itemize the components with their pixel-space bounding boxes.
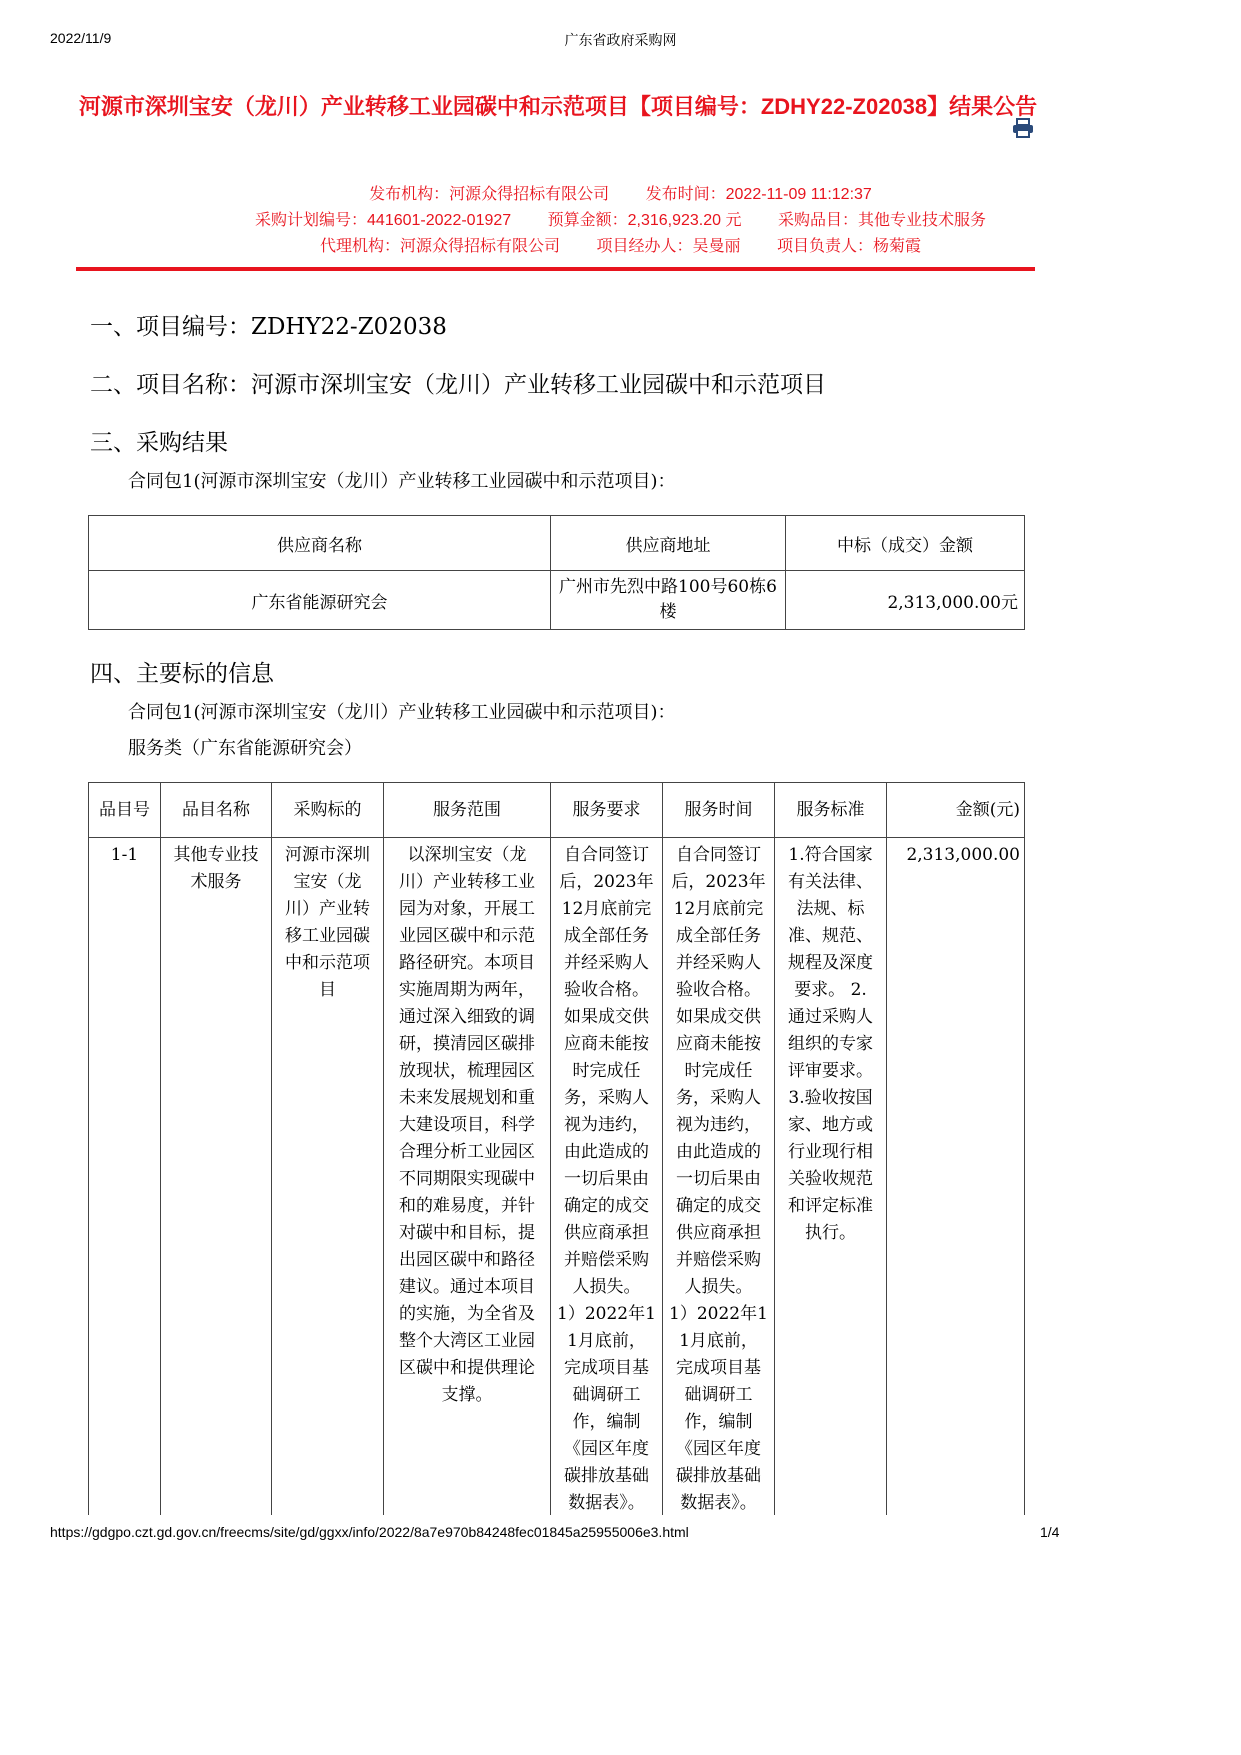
item-amount: 2,313,000.00: [887, 838, 1025, 1518]
meta-row-3: [0, 233, 1241, 256]
page-number: 1/4: [1040, 1524, 1060, 1540]
table-header-row: [89, 783, 1025, 838]
header-supplier: 供应商名称: [89, 516, 551, 571]
manager: 项目负责人：杨菊霞: [776, 238, 921, 255]
supplier-name: 广东省能源研究会: [89, 571, 551, 630]
print-icon[interactable]: [1012, 118, 1034, 138]
item-standard: 1.符合国家 有关法律、 法规、标 准、规范、 规程及深度 要求。 2. 通过采购人 组织的专家 评审要求。 3.验收按国 家、地方或 行业现行相 关验收规范 和评定标准 执行。: [775, 838, 887, 1518]
result-table: [88, 515, 1025, 630]
print-url: https://gdgpo.czt.gd.gov.cn/freecms/site/gd/ggxx/info/2022/8a7e970b84248fec01845a25955006e3.html: [50, 1524, 689, 1540]
publisher: 发布机构：河源众得招标有限公司: [369, 186, 610, 203]
table-header-row: [89, 516, 1025, 571]
header-amount: 金额(元): [887, 783, 1025, 838]
header-item-name: 品目名称: [161, 783, 272, 838]
category: 采购品目：其他专业技术服务: [777, 212, 986, 229]
plan-number: 采购计划编号：441601-2022-01927: [255, 212, 512, 229]
header-item-no: 品目号: [89, 783, 161, 838]
page-title: 河源市深圳宝安（龙川）产业转移工业园碳中和示范项目【项目编号：ZDHY22-Z02038】结果公告: [78, 94, 1038, 119]
items-type: 服务类（广东省能源研究会）: [128, 738, 362, 759]
header-amount: 中标（成交）金额: [786, 516, 1025, 571]
publish-time: 发布时间：2022-11-09 11:12:37: [645, 186, 872, 203]
item-no: 1-1: [89, 838, 161, 1518]
supplier-address: 广州市先烈中路100号60栋6 楼: [551, 571, 786, 630]
items-table: [88, 782, 1025, 1518]
budget: 预算金额：2,316,923.20 元: [547, 212, 742, 229]
item-scope: 以深圳宝安（龙 川）产业转移工业 园为对象，开展工 业园区碳中和示范 路径研究。本项目 实施周期为两年， 通过深入细致的调 研，摸清园区碳排 放现状，梳理园区 未来发展规划和重 大建设项目，科学 合理分析工业园区 不同期限实现碳中 和的难易度，并针 对碳中和目标，提 出园区碳中和路径 建议。通过本项目 的实施，为全省及 整个大湾区工业园 区碳中和提供理论 支撑。: [384, 838, 551, 1518]
header-requirement: 服务要求: [551, 783, 663, 838]
table-row: [89, 838, 1025, 1518]
page-bottom-mask: [0, 1515, 1241, 1755]
header-time: 服务时间: [663, 783, 775, 838]
items-package: 合同包1(河源市深圳宝安（龙川）产业转移工业园碳中和示范项目)：: [128, 702, 676, 723]
section-main-items: 四、主要标的信息: [90, 661, 274, 687]
item-requirement: 自合同签订 后，2023年 12月底前完 成全部任务 并经采购人 验收合格。 如果成交供 应商未能按 时完成任 务，采购人 视为违约， 由此造成的 一切后果由 确定的成交 供应商承担 并赔偿采购 人损失。 1）2022年1 1月底前， 完成项目基 础调研工 作，编制 《园区年度 碳排放基础 数据表》。: [551, 838, 663, 1518]
meta-row-2: [0, 207, 1241, 230]
print-date: 2022/11/9: [50, 30, 112, 46]
table-row: [89, 571, 1025, 630]
divider: [76, 267, 1035, 271]
print-site-name: 广东省政府采购网: [564, 32, 677, 48]
section-project-name: 二、项目名称：河源市深圳宝安（龙川）产业转移工业园碳中和示范项目: [90, 372, 826, 398]
section-project-number: 一、项目编号：ZDHY22-Z02038: [90, 314, 447, 340]
header-scope: 服务范围: [384, 783, 551, 838]
item-name: 其他专业技 术服务: [161, 838, 272, 1518]
agency: 代理机构：河源众得招标有限公司: [320, 238, 561, 255]
header-target: 采购标的: [272, 783, 384, 838]
header-address: 供应商地址: [551, 516, 786, 571]
header-standard: 服务标准: [775, 783, 887, 838]
meta-row-1: [0, 181, 1241, 204]
section-result: 三、采购结果: [90, 430, 228, 456]
handler: 项目经办人：吴曼丽: [596, 238, 741, 255]
award-amount: 2,313,000.00元: [786, 571, 1025, 630]
result-package: 合同包1(河源市深圳宝安（龙川）产业转移工业园碳中和示范项目)：: [128, 471, 676, 492]
item-target: 河源市深圳 宝安（龙 川）产业转 移工业园碳 中和示范项 目: [272, 838, 384, 1518]
item-time: 自合同签订 后，2023年 12月底前完 成全部任务 并经采购人 验收合格。 如果成交供 应商未能按 时完成任 务，采购人 视为违约， 由此造成的 一切后果由 确定的成交 供应商承担 并赔偿采购 人损失。 1）2022年1 1月底前， 完成项目基 础调研工 作，编制 《园区年度 碳排放基础 数据表》。: [663, 838, 775, 1518]
